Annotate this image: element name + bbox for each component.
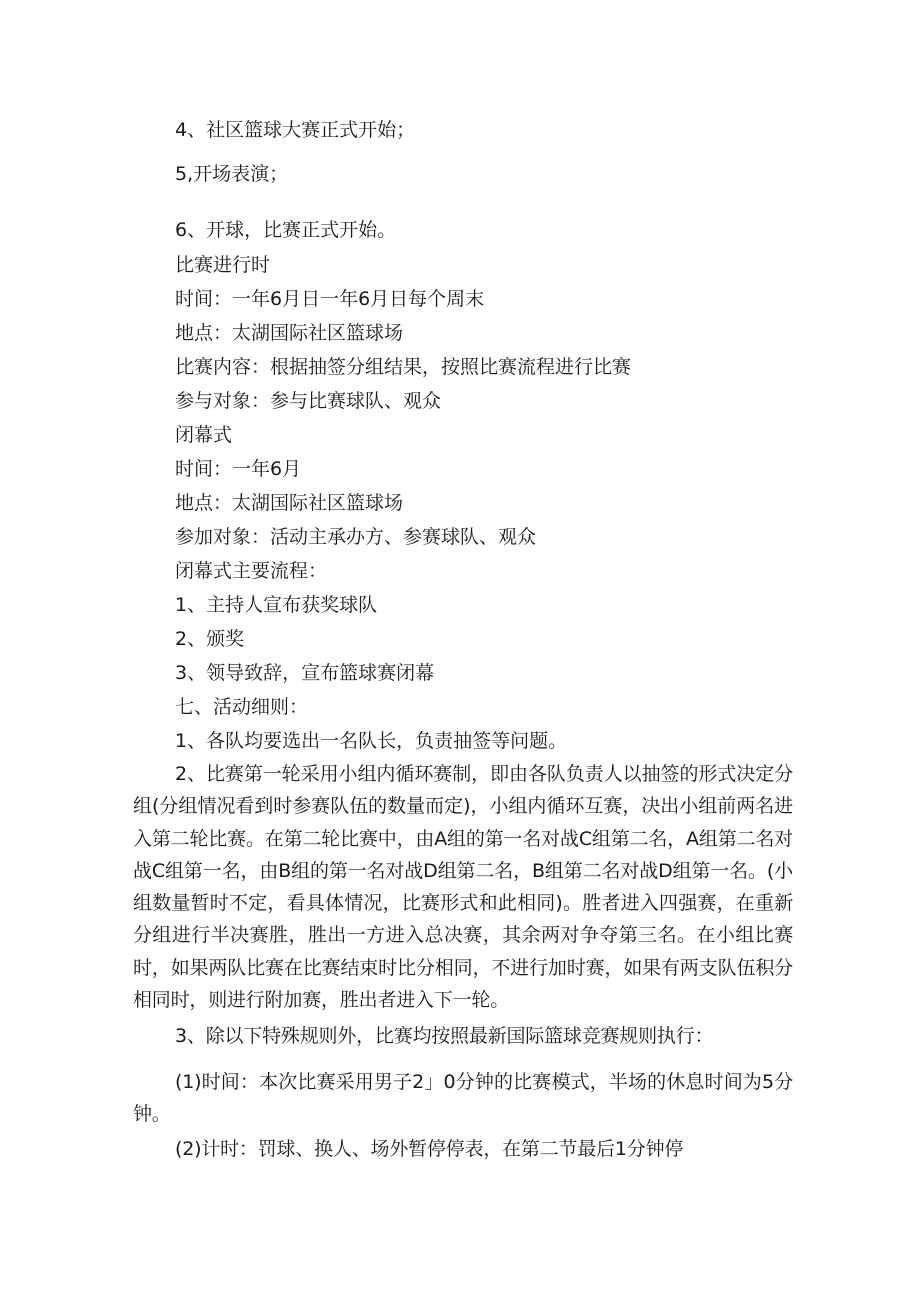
rule-3-1-paragraph: (1)时间：本次比赛采用男子2」0分钟的比赛模式，半场的休息时间为5分钟。	[133, 1071, 793, 1126]
section-heading-in-progress: 比赛进行时	[175, 254, 271, 276]
opening-step-6: 6、开球，比赛正式开始。	[175, 219, 397, 241]
opening-step-4: 4、社区篮球大赛正式开始；	[175, 119, 416, 141]
closing-participants: 参加对象：活动主承办方、参赛球队、观众	[175, 526, 537, 548]
closing-flow-heading: 闭幕式主要流程：	[175, 560, 328, 582]
in-progress-participants: 参与对象：参与比赛球队、观众	[175, 390, 442, 412]
section-heading-closing: 闭幕式	[175, 424, 233, 446]
closing-step-3: 3、领导致辞，宣布篮球赛闭幕	[175, 662, 435, 684]
closing-step-2: 2、颁奖	[175, 628, 245, 650]
opening-step-5: 5,开场表演；	[175, 163, 289, 185]
rule-3-paragraph: 3、除以下特殊规则外，比赛均按照最新国际篮球竞赛规则执行：	[175, 1025, 714, 1047]
section-heading-rules: 七、活动细则：	[175, 696, 309, 718]
closing-time: 时间：一年6月	[175, 458, 302, 480]
in-progress-location: 地点：太湖国际社区篮球场	[175, 322, 404, 344]
rule-1: 1、各队均要选出一名队长，负责抽签等问题。	[175, 730, 568, 752]
rule-2-paragraph: 2、比赛第一轮采用小组内循环赛制，即由各队负责人以抽签的形式决定分组(分组情况看到时参赛队伍的数量而定)，小组内循环互赛，决出小组前两名进入第二轮比赛。在第二轮比赛中，由A组的第一名对战C组第二名，A组第二名对战C组第一名，由B组的第一名对战D组第二名，B组第二名对战D组第一名。(小组数量暂时不定，看具体情况，比赛形式和此相同)。胜者进入四强赛，在重新分组进行半决赛胜，胜出一方进入总决赛，其余两对争夺第三名。在小组比赛时，如果两队比赛在比赛结束时比分相同，不进行加时赛，如果有两支队伍积分相同时，则进行附加赛，胜出者进入下一轮。	[133, 763, 793, 1012]
in-progress-time: 时间：一年6月日一年6月日每个周末	[175, 288, 485, 310]
rule-3-2-paragraph: (2)计时：罚球、换人、场外暂停停表，在第二节最后1分钟停	[175, 1138, 684, 1160]
in-progress-content: 比赛内容：根据抽签分组结果，按照比赛流程进行比赛	[175, 356, 632, 378]
closing-location: 地点：太湖国际社区篮球场	[175, 492, 404, 514]
closing-step-1: 1、主持人宣布获奖球队	[175, 594, 378, 616]
